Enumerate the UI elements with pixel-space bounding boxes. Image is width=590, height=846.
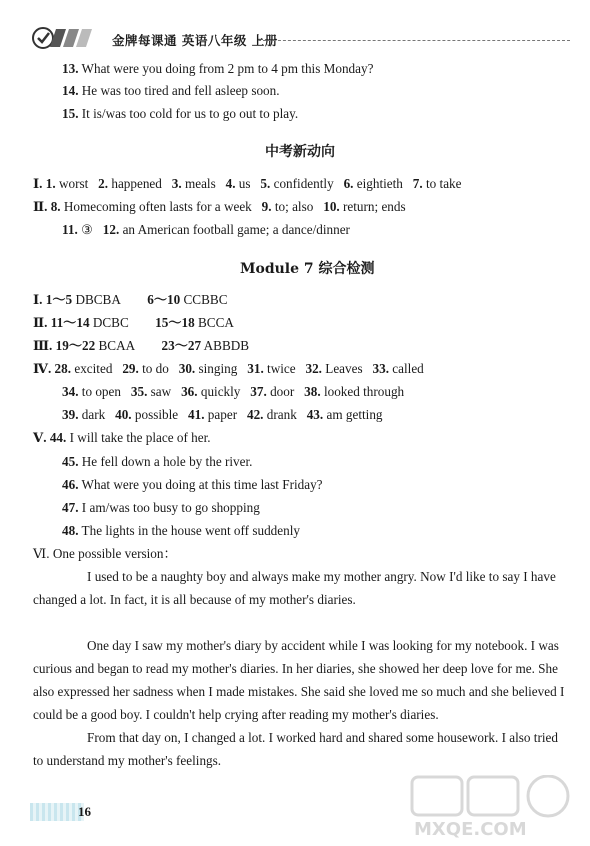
page-number — [30, 801, 90, 823]
item-number: 15. — [62, 106, 79, 121]
module-part-6-label: Ⅵ. One possible version： — [33, 546, 177, 561]
item-number: 14. — [62, 83, 79, 98]
zhongkao-line-1: Ⅰ. 1. worst 2. happened 3. meals 4. us 5. confidently 6. eightieth 7. to take — [33, 176, 462, 191]
zhongkao-line-3: 11. ③ 12. an American football game; a dance/dinner — [62, 222, 350, 237]
module-part-2: Ⅱ. 11～14 DCBC 15～18 BCCA — [33, 315, 234, 330]
essay-paragraph-3: From that day on, I changed a lot. I worked hard and shared some housework. I also tried to understand my mother's feelings. — [33, 730, 558, 768]
module-part-5-line-45: 45. He fell down a hole by the river. — [62, 454, 253, 469]
book-title: 金牌每课通 英语八年级 上册 — [112, 33, 278, 48]
essay-paragraph-2: One day I saw my mother's diary by accident while I was looking for my notebook. I was curious and began to read my mother's diaries. In her diaries, she showed her deep love for me. She also expressed her sadness when I made mistakes. She said she loved me so much and she believed I could be a good boy. I couldn't help crying after reading my mother's diaries. — [33, 638, 565, 722]
answer-line-14 — [62, 83, 280, 99]
module-part-5-line-48: 48. The lights in the house went off suddenly — [62, 523, 300, 538]
section-title-module-7: Module 7 综合检测 — [240, 261, 375, 277]
module-part-4-line-1: Ⅳ. 28. excited 29. to do 30. singing 31. twice 32. Leaves 33. called — [33, 361, 424, 376]
zhongkao-line-2: Ⅱ. 8. Homecoming often lasts for a week 9. to; also 10. return; ends — [33, 199, 406, 214]
essay-paragraph-1: I used to be a naughty boy and always make my mother angry. Now I'd like to say I have changed a lot. In fact, it is all because of my mother's diaries. — [33, 569, 556, 607]
item-text: It is/was too cold for us to go out to play. — [78, 106, 299, 121]
module-part-4-line-2: 34. to open 35. saw 36. quickly 37. door 38. looked through — [62, 384, 405, 399]
page-header — [30, 25, 570, 53]
module-part-5-line-47: 47. I am/was too busy to go shopping — [62, 500, 260, 515]
page-number-band — [30, 803, 84, 821]
watermark-logo — [410, 775, 580, 840]
module-part-5-line-46: 46. What were you doing at this time last Friday? — [62, 477, 323, 492]
item-text: He was too tired and fell asleep soon. — [78, 83, 280, 98]
answer-line-13 — [62, 61, 373, 77]
module-part-3: Ⅲ. 19～22 BCAA 23～27 ABBDB — [33, 338, 250, 353]
answer-line-15 — [62, 106, 298, 122]
section-title-zhongkao: 中考新动向 — [265, 144, 335, 160]
header-divider — [258, 40, 570, 41]
medal-logo-icon — [30, 25, 100, 51]
page-number-value: 16 — [78, 804, 91, 819]
module-part-4-line-3: 39. dark 40. possible 41. paper 42. drank 43. am getting — [62, 407, 383, 422]
item-number: 13. — [62, 61, 79, 76]
module-part-1: Ⅰ. 1～5 DBCBA 6～10 CCBBC — [33, 292, 228, 307]
module-part-5-line-44: Ⅴ. 44. I will take the place of her. — [33, 430, 211, 445]
item-text: What were you doing from 2 pm to 4 pm this Monday? — [78, 61, 374, 76]
svg-text:MXQE.COM: MXQE.COM — [414, 819, 527, 840]
